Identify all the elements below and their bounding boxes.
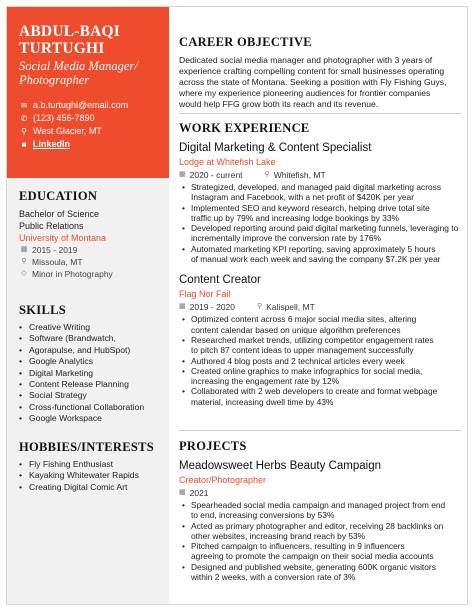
skill-item: • Google Workspace: [19, 413, 164, 424]
tag-icon: ◇: [21, 270, 27, 277]
objective-line: would help FFG grow both its reach and its revenue.: [179, 99, 379, 109]
linkedin-link[interactable]: LinkedIn: [33, 139, 71, 149]
job-title: Content Creator: [179, 274, 261, 287]
job-bullet-line: traffic up by 79% and increasing lodge bookings by 33%: [191, 212, 399, 223]
calendar-icon: ▦: [179, 171, 186, 178]
envelope-icon: ✉: [20, 101, 28, 110]
job-bullet-line: Instagram and Facebook, with a net profit of $420K per year: [191, 192, 414, 203]
job-bullets: [179, 314, 461, 407]
objective-line: experience crafting compelling content for small businesses operating: [179, 66, 445, 76]
job-title: Digital Marketing & Content Specialist: [179, 142, 372, 154]
location-pin-icon: ⚲: [257, 303, 263, 311]
job-bullet-line: incrementally improve the conversion rate by 176%: [191, 233, 381, 244]
job-meta: [179, 301, 461, 313]
phone-text: (123) 456-7890: [33, 113, 95, 123]
school-name: University of Montana: [19, 233, 107, 243]
job-bullet-line: content calendar based on unique algorithm preferences: [191, 324, 401, 335]
project-entry: [179, 459, 461, 582]
experience-section: [179, 121, 461, 407]
contact-location: [19, 125, 159, 138]
job-bullet-line: • Created online graphics to make infographics for social media,: [191, 365, 423, 376]
project-role: Creator/Photographer: [179, 475, 267, 485]
project-bullet-line: other websites, increasing brand reach by 53%: [191, 530, 366, 541]
education-minor-text: Minor in Photography: [32, 269, 113, 279]
phone-icon: ✆: [20, 114, 28, 123]
role-line-2: Photographer: [19, 73, 90, 87]
job-dates: [179, 301, 235, 313]
job-bullet: [179, 386, 461, 407]
resume-page: [6, 6, 468, 605]
job-bullets: [179, 182, 461, 264]
job-bullet-line: • Strategized, developed, and managed paid digital marketing across: [191, 182, 442, 192]
location-pin-icon: ⚲: [264, 171, 270, 178]
skill-item: • Digital Marketing: [19, 368, 164, 379]
objective-text: [179, 55, 461, 110]
objective-heading: CAREER OBJECTIVE: [179, 35, 312, 49]
field-of-study: Public Relations: [19, 221, 84, 231]
education-heading: EDUCATION: [19, 189, 98, 203]
job-bullet-line: • Implemented SEO and keyword research, helping drive total site: [191, 202, 430, 213]
project-bullet-line: to end, increasing conversions by 53%: [191, 510, 335, 521]
job-location-text: Kalispell, MT: [266, 302, 315, 313]
project-bullet: [179, 500, 461, 521]
job-location: [265, 169, 326, 181]
project-bullet-line: agreeing to promote the campaign on their social media accounts: [191, 551, 434, 562]
job-bullet-line: • Collaborated with 2 web developers to create and format webpage: [191, 386, 438, 397]
job-bullet-line: • Developed reporting around paid digital marketing funnels, leveraging to: [191, 223, 459, 234]
skill-item: • Software (Brandwatch,: [19, 333, 164, 344]
job-meta: [179, 169, 461, 181]
job-location-text: Whitefish, MT: [273, 170, 326, 180]
skills-heading: SKILLS: [19, 303, 66, 317]
contact-email[interactable]: [19, 99, 159, 112]
job-bullet: [179, 356, 461, 366]
project-dates: [179, 487, 209, 499]
job-dates: [179, 169, 243, 181]
job-bullet: [179, 223, 461, 244]
hobbies-heading: HOBBIES/INTERESTS: [19, 440, 155, 454]
name-line-1: ABDUL-BAQI: [19, 23, 121, 40]
job-bullet-line: material, increasing dwell time by 43%: [191, 396, 334, 407]
education-section: [19, 189, 164, 280]
project-bullet-line: • Pitched campaign to influencers, resulting in 9 influencers: [191, 541, 405, 552]
header-block: [7, 7, 169, 178]
location-pin-icon: ⚲: [21, 127, 27, 136]
job-bullet-line: to pitch 87 content ideas to upper management successfully: [191, 345, 414, 356]
contact-phone: [19, 112, 159, 125]
job-bullet: [179, 335, 461, 356]
candidate-role: [19, 59, 159, 87]
contact-list: [19, 99, 159, 151]
location-text: West Glacier, MT: [33, 126, 102, 136]
project-bullet-line: • Designed and published website, generating 600K organic visitors: [191, 561, 436, 572]
skill-item: • Google Analytics: [19, 356, 164, 367]
education-minor: [19, 268, 164, 280]
hobby-item: • Fly Fishing Enthusiast: [19, 459, 164, 470]
skill-item-continued: • Agorapulse, and HubSpot): [19, 345, 164, 356]
project-bullet: [179, 541, 461, 562]
job-bullet: [179, 366, 461, 387]
role-line-1: Social Media Manager/: [19, 59, 138, 73]
skill-item: • Social Strategy: [19, 390, 164, 401]
hobbies-section: [19, 440, 164, 493]
skill-item: • Cross-functional Collaboration: [19, 402, 164, 413]
job-bullet: [179, 182, 461, 203]
candidate-name: [19, 23, 159, 57]
project-bullet: [179, 562, 461, 583]
linkedin-icon: ■: [21, 140, 27, 149]
degree: Bachelor of Science: [19, 209, 100, 219]
education-dates: [19, 244, 164, 256]
project-bullet-line: • Spearheaded social media campaign and managed project from end: [191, 500, 446, 510]
experience-heading: WORK EXPERIENCE: [179, 121, 310, 135]
job-bullet-line: • Automated marketing KPI reporting, saving approximately 5 hours: [191, 243, 436, 254]
job-bullet-line: • Authored 4 blog posts and 2 technical articles every week: [191, 355, 405, 366]
project-meta: [179, 487, 461, 499]
hobbies-list: [19, 459, 164, 493]
job-bullet: [179, 314, 461, 335]
calendar-icon: ▦: [20, 246, 28, 253]
project-bullet: [179, 521, 461, 542]
skills-list: [19, 322, 164, 425]
calendar-icon: ▦: [179, 303, 186, 311]
skill-item: • Creative Writing: [19, 322, 164, 333]
job-bullet-line: of manual work each week and saving the company $7.2K per year: [191, 254, 441, 265]
projects-section: [179, 439, 461, 582]
project-title: Meadowsweet Herbs Beauty Campaign: [179, 460, 381, 472]
education-location: [19, 256, 164, 268]
project-bullets: [179, 500, 461, 582]
objective-line: Dedicated social media manager and photographer with 3 years of: [179, 55, 433, 65]
job-bullet: [179, 203, 461, 224]
company-name: Flag Nor Fail: [179, 289, 231, 300]
skills-section: [19, 303, 164, 425]
education-location-text: Missoula, MT: [32, 257, 83, 267]
company-name: Lodge at Whitefish Lake: [179, 157, 276, 167]
calendar-icon: ▦: [179, 489, 186, 496]
section-divider: [179, 430, 461, 431]
education-dates-text: 2015 - 2019: [32, 245, 78, 255]
job-bullet-line: increasing the engagement rate by 12%: [191, 376, 340, 387]
job-bullet: [179, 244, 461, 265]
job-dates-text: 2020 - current: [189, 170, 243, 180]
contact-linkedin[interactable]: [19, 138, 159, 151]
projects-heading: PROJECTS: [179, 439, 247, 453]
job-entry: [179, 273, 461, 407]
skill-item: • Content Release Planning: [19, 379, 164, 390]
project-bullet-line: • Acted as primary photographer and editor, receiving 28 backlinks on: [191, 520, 444, 531]
job-location: [257, 301, 315, 313]
objective-line: where my experience pioneering audiences for frontier companies: [179, 88, 431, 98]
hobby-item: • Kayaking Whitewater Rapids: [19, 470, 164, 481]
location-pin-icon: ⚲: [21, 258, 27, 265]
section-divider: [179, 113, 461, 114]
job-bullet-line: • Researched market trends, utilizing competitor engagement rates: [191, 334, 434, 345]
objective-section: [179, 35, 461, 110]
name-line-2: TURTUGHI: [19, 40, 105, 57]
job-dates-text: 2019 - 2020: [189, 302, 235, 313]
email-text: a.b.turtughi@email.com: [33, 100, 129, 110]
job-bullet-line: • Optimized content across 6 major social media sites, altering: [191, 314, 417, 325]
hobby-item: • Creating Digital Comic Art: [19, 482, 164, 493]
objective-line: across the state of Montana. Seeking a position with Fly Fishing Guys,: [179, 77, 447, 87]
project-dates-text: 2021: [189, 488, 209, 498]
project-bullet-line: within 2 weeks, with a conversion rate of 3%: [191, 572, 356, 583]
job-entry: [179, 141, 461, 264]
